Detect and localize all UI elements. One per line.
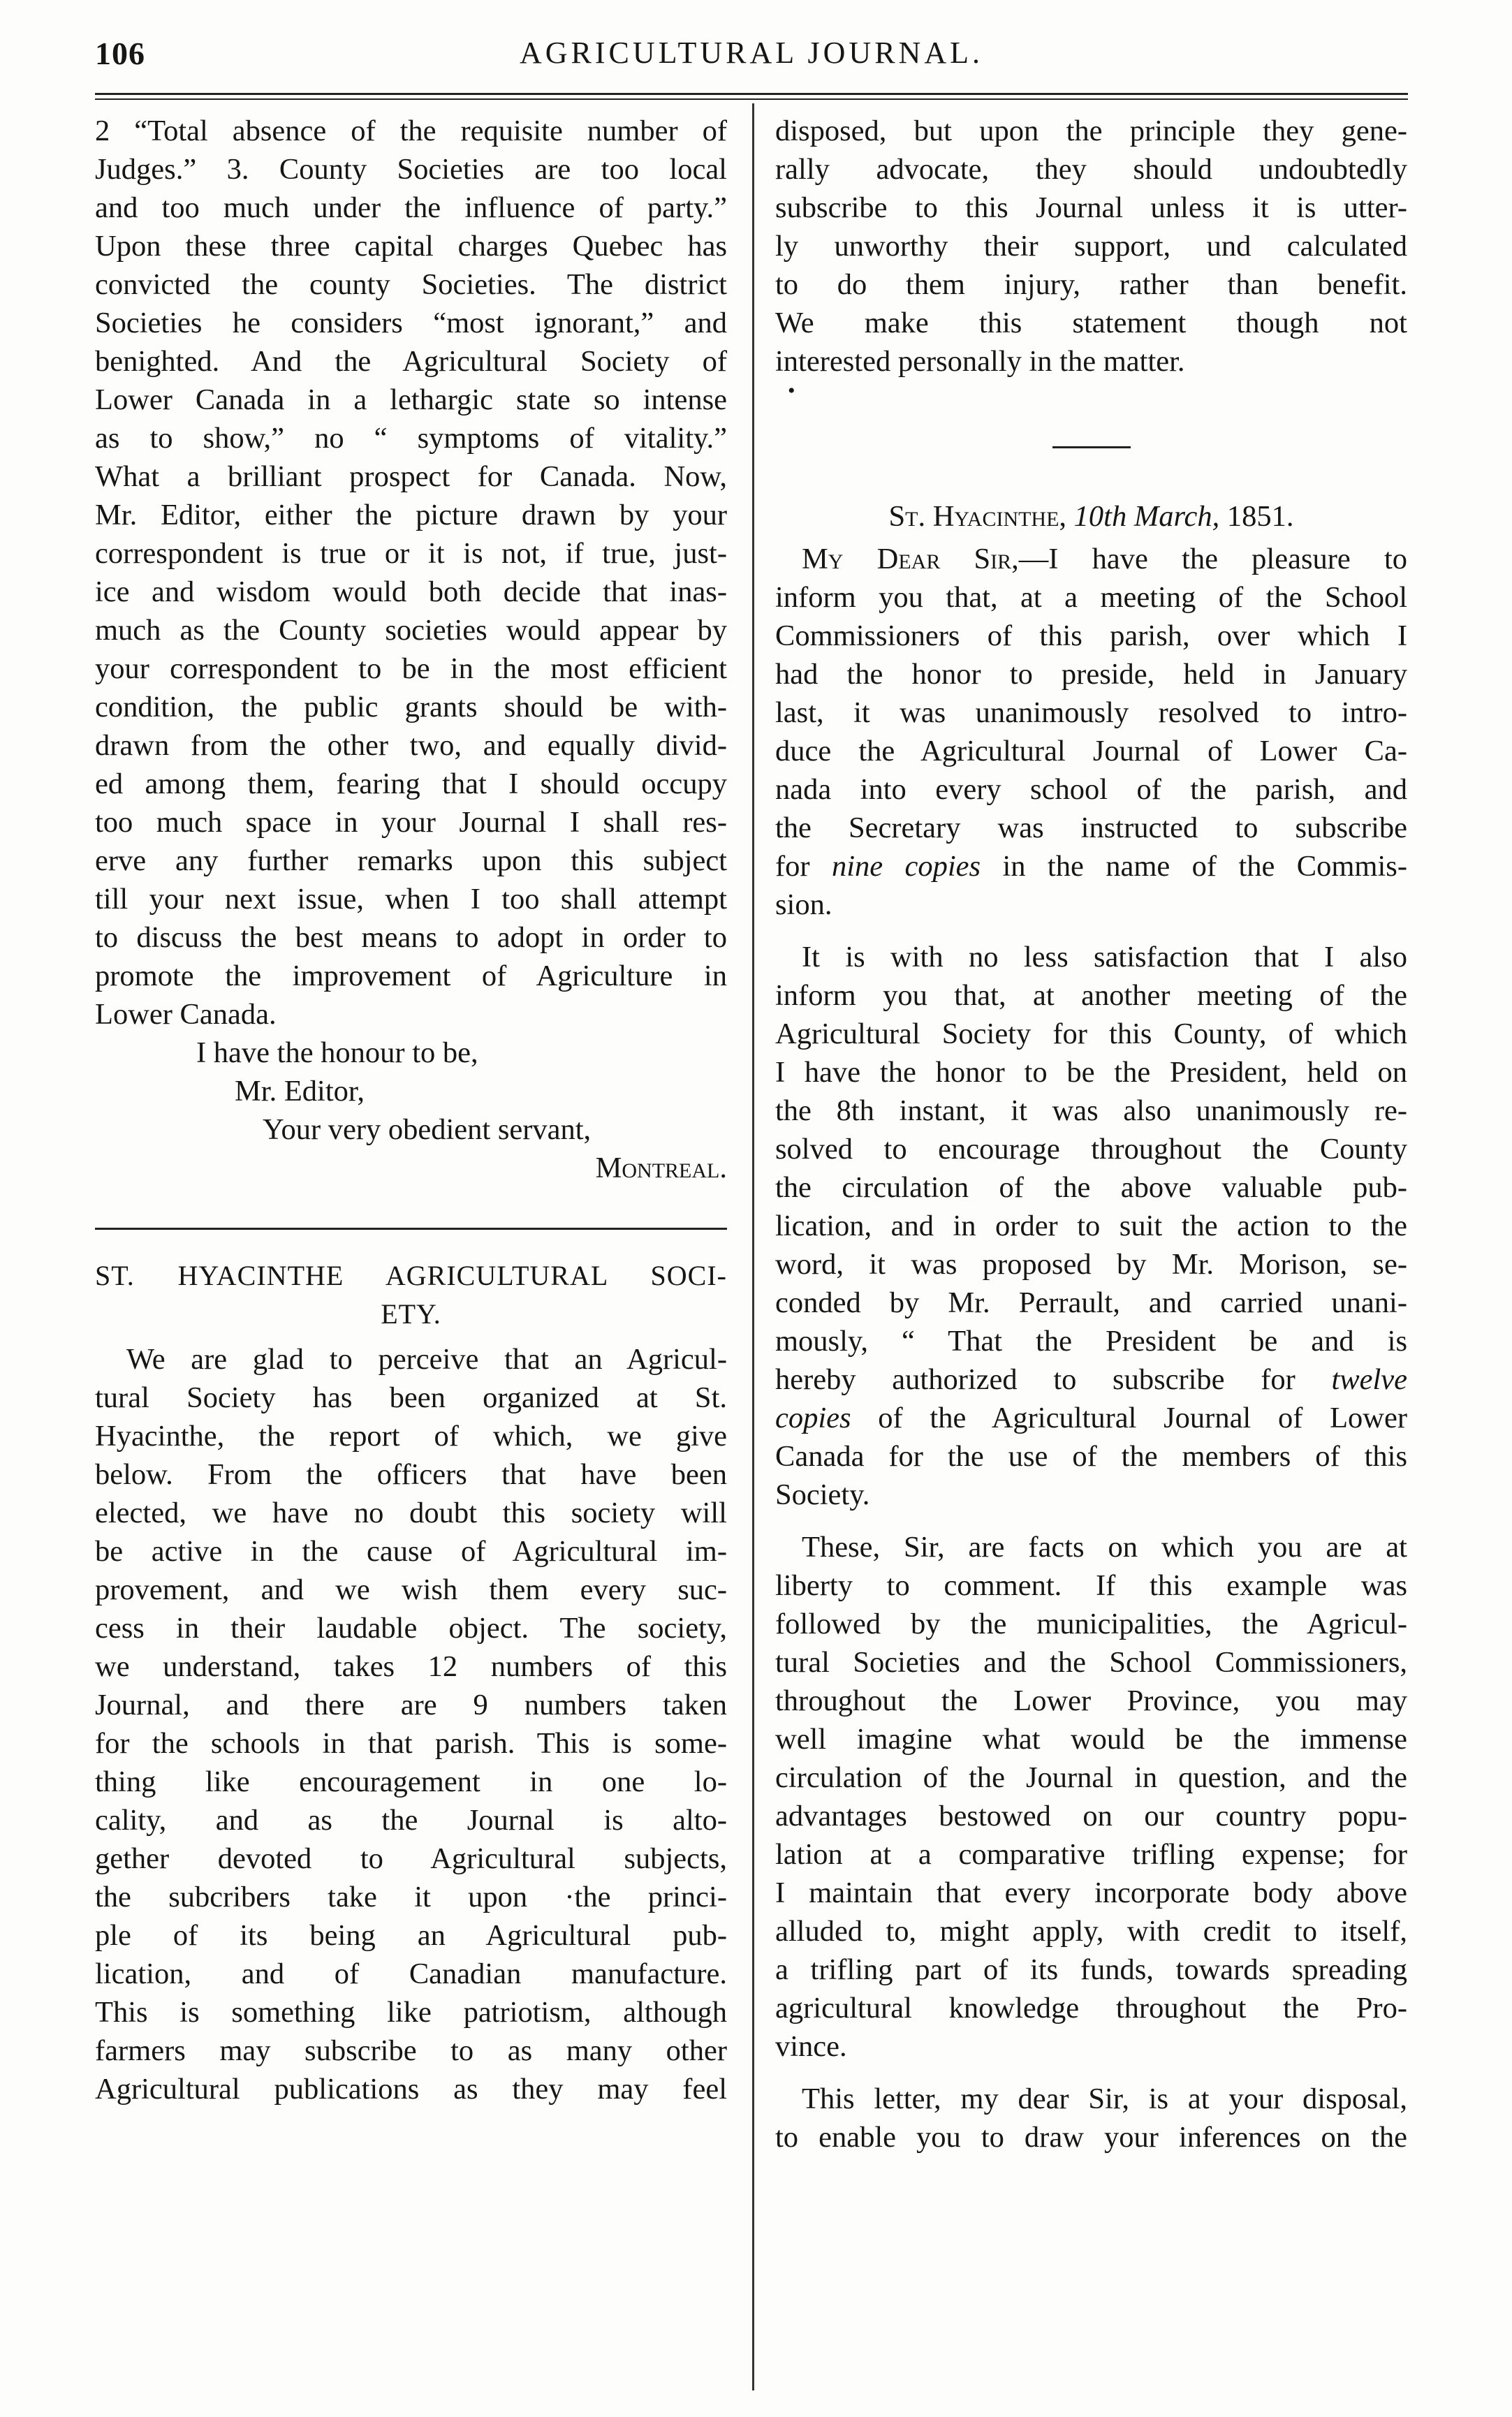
text-line: had the honor to preside, held in January <box>775 658 1407 691</box>
text-line: cality, and as the Journal is alto- <box>95 1804 727 1837</box>
text-line: disposed, but upon the principle they gene- <box>775 115 1407 147</box>
text-line: Lower Canada in a lethargic state so intense <box>95 383 727 416</box>
text-line: Society. <box>775 1478 870 1511</box>
text-line: the 8th instant, it was also unanimously re- <box>775 1094 1407 1127</box>
text-line: to enable you to draw your inferences on the <box>775 2121 1407 2154</box>
text-line: vince. <box>775 2030 847 2063</box>
text-line: Canada for the use of the members of this <box>775 1440 1407 1473</box>
text-line: followed by the municipalities, the Agricul- <box>775 1608 1407 1640</box>
text-line: tural Society has been organized at St. <box>95 1381 727 1414</box>
copies-emphasis: copies <box>775 1402 851 1434</box>
text-line: to do them injury, rather than benefit. <box>775 268 1407 301</box>
text-line: much as the County societies would appear by <box>95 614 727 647</box>
dateline <box>775 497 1407 536</box>
text-line: Hyacinthe, the report of which, we give <box>95 1420 727 1453</box>
text-line: ice and wisdom would both decide that inas- <box>95 575 727 608</box>
dateline-date: 10th March, <box>1073 500 1220 533</box>
text-line: We are glad to perceive that an Agricul- <box>126 1343 727 1376</box>
text-line: ed among them, fearing that I should occupy <box>95 767 727 800</box>
text-span: —I have the pleasure to <box>1018 543 1407 575</box>
dateline-place: St. Hyacinthe, <box>888 500 1067 533</box>
text-line: Upon these three capital charges Quebec has <box>95 230 727 263</box>
text-span: hereby authorized to subscribe for <box>775 1363 1296 1396</box>
text-line: lication, and in order to suit the action to the <box>775 1210 1407 1242</box>
text-line: thing like encouragement in one lo- <box>95 1765 727 1798</box>
text-line: circulation of the Journal in question, and the <box>775 1761 1407 1794</box>
text-line: last, it was unanimously resolved to intro- <box>775 696 1407 729</box>
letter-continuation <box>95 112 727 1187</box>
text-line: Societies he considers “most ignorant,” and <box>95 307 727 339</box>
text-line: 2 “Total absence of the requisite number of <box>95 115 727 147</box>
text-line: Mr. Editor, either the picture drawn by your <box>95 499 727 531</box>
text-line: interested personally in the matter. <box>775 345 1185 378</box>
text-line: your correspondent to be in the most efficient <box>95 652 727 685</box>
text-line: a trifling part of its funds, towards spreading <box>775 1953 1407 1986</box>
text-line: convicted the county Societies. The district <box>95 268 727 301</box>
text-line: to discuss the best means to adopt in order to <box>95 921 727 954</box>
text-line: rally advocate, they should undoubtedly <box>775 153 1407 186</box>
text-line: alluded to, might apply, with credit to itself, <box>775 1915 1407 1948</box>
text-line: cess in their laudable object. The society, <box>95 1612 727 1645</box>
text-line: Agricultural publications as they may feel <box>95 2073 727 2106</box>
spacer <box>775 1514 1407 1528</box>
letter-closing: I have the honour to be, <box>196 1036 478 1069</box>
letter-st-hyacinthe <box>775 497 1407 2157</box>
text-line: subscribe to this Journal unless it is utter- <box>775 191 1407 224</box>
text-line: liberty to comment. If this example was <box>775 1569 1407 1602</box>
text-line: duce the Agricultural Journal of Lower Ca- <box>775 735 1407 767</box>
stray-mark: • <box>788 379 795 402</box>
text-line: condition, the public grants should be with- <box>95 691 727 723</box>
text-line: we understand, takes 12 numbers of this <box>95 1650 727 1683</box>
text-line: ple of its being an Agricultural pub- <box>95 1919 727 1952</box>
text-line: correspondent is true or it is not, if true, just- <box>95 537 727 570</box>
text-line: till your next issue, when I too shall attempt <box>95 883 727 916</box>
text-line: too much space in your Journal I shall res- <box>95 806 727 839</box>
letter-salutation: My Dear Sir, <box>802 543 1019 575</box>
text-line: lation at a comparative trifling expense; for <box>775 1838 1407 1871</box>
short-divider <box>1052 446 1131 448</box>
text-line: drawn from the other two, and equally divid- <box>95 729 727 762</box>
text-line: Agricultural Society for this County, of which <box>775 1018 1407 1050</box>
text-line: This letter, my dear Sir, is at your disposal, <box>802 2082 1407 2115</box>
text-line: I maintain that every incorporate body above <box>775 1876 1407 1909</box>
text-line: This is something like patriotism, although <box>95 1996 727 2029</box>
text-line: provement, and we wish them every suc- <box>95 1573 727 1606</box>
text-line: Journal, and there are 9 numbers taken <box>95 1689 727 1721</box>
twelve-emphasis: twelve <box>1331 1363 1408 1396</box>
text-line: erve any further remarks upon this subject <box>95 844 727 877</box>
header-rule-double <box>95 98 1408 100</box>
article-title: ST. HYACINTHE AGRICULTURAL SOCI- <box>95 1260 727 1291</box>
letter-salutation: Mr. Editor, <box>235 1075 365 1108</box>
text-line: Commissioners of this parish, over which I <box>775 619 1407 652</box>
text-line: the circulation of the above valuable pub- <box>775 1171 1407 1204</box>
text-line: the Secretary was instructed to subscribe <box>775 811 1407 844</box>
article-title-continued: ETY. <box>381 1298 441 1330</box>
text-line: promote the improvement of Agriculture in <box>95 960 727 992</box>
letter-signature: Montreal. <box>595 1152 727 1184</box>
text-span: for <box>775 850 810 883</box>
spacer <box>95 1333 727 1340</box>
letter-servant-line: Your very obedient servant, <box>263 1113 592 1146</box>
text-line: sion. <box>775 888 832 921</box>
text-line <box>775 540 1407 578</box>
text-line: nada into every school of the parish, and <box>775 773 1407 806</box>
text-line: It is with no less satisfaction that I also <box>802 941 1407 974</box>
nine-copies-emphasis: nine copies <box>831 850 981 883</box>
text-line: for the schools in that parish. This is some- <box>95 1727 727 1760</box>
dateline-year: 1851. <box>1226 500 1294 533</box>
header-rule <box>95 93 1408 95</box>
text-line: well imagine what would be the immense <box>775 1723 1407 1756</box>
text-line <box>775 1360 1407 1399</box>
running-title: AGRICULTURAL JOURNAL. <box>520 36 983 70</box>
text-line: word, it was proposed by Mr. Morison, se- <box>775 1248 1407 1281</box>
text-line: elected, we have no doubt this society will <box>95 1497 727 1529</box>
text-line <box>775 1399 1407 1437</box>
text-line: What a brilliant prospect for Canada. Now, <box>95 460 727 493</box>
text-line: mously, “ That the President be and is <box>775 1325 1407 1358</box>
text-line: Lower Canada. <box>95 998 277 1031</box>
text-span: of the Agricultural Journal of Lower <box>878 1402 1407 1434</box>
text-line: benighted. And the Agricultural Society of <box>95 345 727 378</box>
text-line: gether devoted to Agricultural subjects, <box>95 1842 727 1875</box>
spacer <box>775 2066 1407 2080</box>
right-column <box>775 112 1407 2157</box>
text-line: tural Societies and the School Commissioners, <box>775 1646 1407 1679</box>
text-line: the subcribers take it upon ·the princi- <box>95 1881 727 1913</box>
text-line: be active in the cause of Agricultural im- <box>95 1535 727 1568</box>
text-line: solved to encourage throughout the County <box>775 1133 1407 1166</box>
text-line: ly unworthy their support, und calculated <box>775 230 1407 263</box>
text-span: in the name of the Commis- <box>1002 850 1407 883</box>
text-line: We make this statement though not <box>775 307 1407 339</box>
text-line: and too much under the influence of party.” <box>95 191 727 224</box>
text-line: inform you that, at a meeting of the School <box>775 581 1407 614</box>
page-number: 106 <box>95 36 145 71</box>
article-st-hyacinthe <box>95 1256 727 2108</box>
text-line: agricultural knowledge throughout the Pro- <box>775 1992 1407 2025</box>
text-line: conded by Mr. Perrault, and carried unani- <box>775 1286 1407 1319</box>
text-line: inform you that, at another meeting of the <box>775 979 1407 1012</box>
article-continuation <box>775 112 1407 381</box>
text-line: as to show,” no “ symptoms of vitality.” <box>95 422 727 455</box>
left-column <box>95 112 727 2108</box>
text-line: These, Sir, are facts on which you are at <box>802 1531 1407 1564</box>
section-divider <box>95 1228 727 1230</box>
column-divider <box>752 103 754 2390</box>
page-header <box>95 35 1408 84</box>
text-line: I have the honor to be the President, held on <box>775 1056 1407 1089</box>
text-line: lication, and of Canadian manufacture. <box>95 1957 727 1990</box>
text-line: below. From the officers that have been <box>95 1458 727 1491</box>
text-line: Judges.” 3. County Societies are too local <box>95 153 727 186</box>
text-line <box>775 847 1407 886</box>
spacer <box>775 924 1407 938</box>
text-line: throughout the Lower Province, you may <box>775 1684 1407 1717</box>
text-line: farmers may subscribe to as many other <box>95 2034 727 2067</box>
text-line: advantages bestowed on our country popu- <box>775 1800 1407 1832</box>
